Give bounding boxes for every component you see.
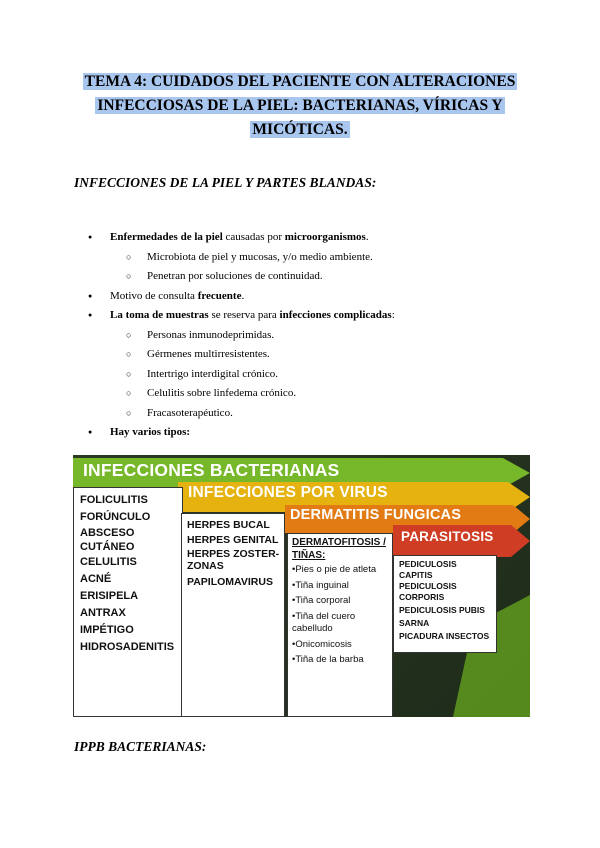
list-item: PEDICULOSIS CAPITIS xyxy=(399,559,457,580)
header-parasitic: PARASITOSIS xyxy=(401,529,494,544)
list-item: ● Enfermedades de la piel causadas por microorganismos. xyxy=(86,228,556,248)
fungal-title: DERMATOFITOSIS / TIÑAS: xyxy=(292,537,386,561)
list-item: CELULITIS xyxy=(80,556,137,568)
list-item: FOLICULITIS xyxy=(80,494,148,506)
list-item: PEDICULOSIS PUBIS xyxy=(399,605,485,615)
list-item: HERPES BUCAL xyxy=(187,519,270,531)
box-bacterial xyxy=(73,487,183,717)
list-subitem: ○ Intertrigo interdigital crónico. xyxy=(86,365,556,385)
box-viral xyxy=(181,513,285,717)
list-item: •Tiña de la barba xyxy=(292,654,364,665)
header-bacterial: INFECCIONES BACTERIANAS xyxy=(83,460,340,480)
list-item: ● Motivo de consulta frecuente. xyxy=(86,287,556,307)
bullet-list xyxy=(86,228,556,443)
list-item: ● Hay varios tipos: xyxy=(86,423,556,443)
list-subitem: ○ Celulitis sobre linfedema crónico. xyxy=(86,384,556,404)
list-item: •Tiña corporal xyxy=(292,595,351,606)
section-heading-ippb: IPPB BACTERIANAS: xyxy=(74,739,207,754)
list-item: PICADURA INSECTOS xyxy=(399,631,490,641)
list-subitem: ○ Fracasoterapéutico. xyxy=(86,404,556,424)
box-fungal xyxy=(287,533,393,717)
list-item: •Tiña inguinal xyxy=(292,579,349,591)
list-item: PEDICULOSIS CORPORIS xyxy=(399,581,457,602)
list-item: SARNA xyxy=(399,618,430,628)
title-line-3: MICÓTICAS. xyxy=(252,121,348,138)
title-line-1: TEMA 4: CUIDADOS DEL PACIENTE CON ALTERACIONES xyxy=(84,73,516,90)
list-item: IMPÉTIGO xyxy=(80,624,134,636)
infections-infographic xyxy=(73,455,530,717)
section-heading-infecciones: INFECCIONES DE LA PIEL Y PARTES BLANDAS: xyxy=(74,175,377,190)
list-item: ● La toma de muestras se reserva para infecciones complicadas: xyxy=(86,306,556,326)
list-subitem: ○ Gérmenes multirresistentes. xyxy=(86,345,556,365)
list-item: HIDROSADENITIS xyxy=(80,641,175,653)
list-item: HERPES ZOSTER-ZONAS xyxy=(187,548,280,572)
list-item: •Pies o pie de atleta xyxy=(292,564,377,575)
header-fungal: DERMATITIS FUNGICAS xyxy=(290,507,462,523)
list-subitem: ○ Personas inmunodeprimidas. xyxy=(86,326,556,346)
title-line-2: INFECCIOSAS DE LA PIEL: BACTERIANAS, VÍRICAS Y xyxy=(97,97,503,114)
list-item: •Tiña del cuero cabelludo xyxy=(292,610,356,634)
list-subitem: ○ Microbiota de piel y mucosas, y/o medio ambiente. xyxy=(86,248,556,268)
list-subitem: ○ Penetran por soluciones de continuidad. xyxy=(86,267,556,287)
list-item: FORÚNCULO xyxy=(80,511,151,523)
box-parasitic xyxy=(393,555,497,653)
list-item: ABSCESO CUTÁNEO xyxy=(80,527,135,553)
list-item: ANTRAX xyxy=(80,607,126,619)
header-viral: INFECCIONES POR VIRUS xyxy=(188,484,388,501)
list-item: HERPES GENITAL xyxy=(187,534,279,546)
list-item: ACNÉ xyxy=(80,573,112,585)
list-item: •Onicomicosis xyxy=(292,638,352,650)
list-item: PAPILOMAVIRUS xyxy=(187,576,273,588)
list-item: ERISIPELA xyxy=(80,590,139,602)
document-title xyxy=(0,70,600,142)
